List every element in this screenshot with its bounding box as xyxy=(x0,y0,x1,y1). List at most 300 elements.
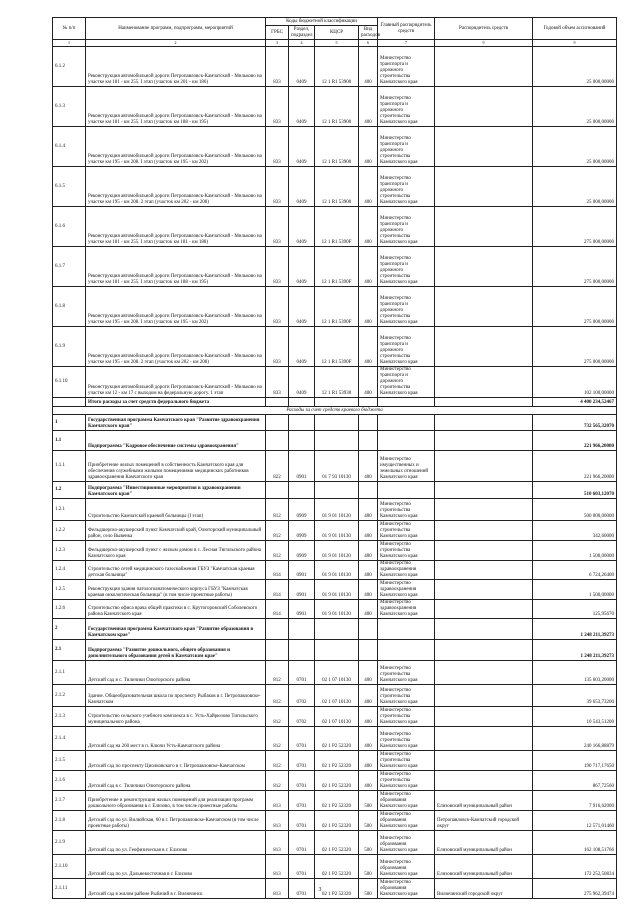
row-amount: 10 543,51200 xyxy=(533,707,617,727)
row-razdel: 0901 xyxy=(289,580,315,600)
row-vr xyxy=(359,398,378,407)
row-executor xyxy=(435,167,533,207)
row-number: 6.1.5 xyxy=(53,167,86,207)
row-amount: 275 962,39474 xyxy=(533,879,617,899)
row-grbs: 812 xyxy=(266,521,289,541)
table-row xyxy=(53,855,617,879)
row-amount: 102 100,00000 xyxy=(533,367,617,398)
row-razdel: 0409 xyxy=(289,167,315,207)
row-razdel: 0701 xyxy=(289,879,315,899)
row-razdel: 0409 xyxy=(289,207,315,247)
row-grbs: 814 xyxy=(266,600,289,619)
row-responsible: Министерство транспорта и дорожного строительства Камчатского края xyxy=(378,127,435,167)
row-vr: 400 xyxy=(359,661,378,685)
row-name: Государственная программа Камчатского края "Развитие здравоохранения Камчатского края" xyxy=(86,415,266,431)
table-body xyxy=(53,47,617,899)
row-number: 6.1.3 xyxy=(53,87,86,127)
row-vr: 400 xyxy=(359,561,378,580)
row-razdel: 0409 xyxy=(289,247,315,287)
row-name: Реконструкция автомобильной дороги Петропавловск-Камчатский - Мильково на участке км 195 - км 208. 2 этап (участок км 202 - км 208) xyxy=(86,167,266,207)
row-vr: 400 xyxy=(359,247,378,287)
row-responsible xyxy=(378,431,435,451)
row-executor xyxy=(435,207,533,247)
row-name: Строительство Камчатской краевой больницы (I этап) xyxy=(86,499,266,521)
row-grbs: 833 xyxy=(266,127,289,167)
row-number: 2.1.4 xyxy=(53,727,86,751)
row-name: Подпрограмма "Развитие дошкольного, общего образования и дополнительного образования детей в Камчатском крае" xyxy=(86,640,266,661)
row-grbs: 812 xyxy=(266,751,289,771)
row-executor xyxy=(435,431,533,451)
row-number: 2.1.1 xyxy=(53,661,86,685)
table-row xyxy=(53,167,617,207)
row-name: Реконструкция автомобильной дороги Петропавловск-Камчатский - Мильково на участке км 195 - км 208. I этап (участок км 195 - км 202) xyxy=(86,127,266,167)
row-ksr: 12 1 R1 53900 xyxy=(315,127,359,167)
row-responsible: Министерство транспорта и дорожного строительства Камчатского края xyxy=(378,247,435,287)
row-responsible xyxy=(378,619,435,640)
row-grbs: 813 xyxy=(266,811,289,831)
row-grbs xyxy=(266,482,289,499)
row-vr: 400 xyxy=(359,167,378,207)
column-number: 3 xyxy=(266,40,289,47)
row-vr: 400 xyxy=(359,541,378,561)
row-amount: 4 400 234,52467 xyxy=(533,398,617,407)
table-row xyxy=(53,287,617,327)
row-executor xyxy=(435,619,533,640)
table-header xyxy=(53,18,617,47)
row-responsible xyxy=(378,640,435,661)
row-responsible: Министерство транспорта и дорожного строительства Камчатского края xyxy=(378,167,435,207)
row-responsible: Министерство образования Камчатского края xyxy=(378,879,435,899)
row-name: Детский сад в с. Тиличики Олюторского района xyxy=(86,661,266,685)
row-razdel: 0901 xyxy=(289,561,315,580)
row-number: 1.2.6 xyxy=(53,600,86,619)
row-executor xyxy=(435,771,533,791)
row-vr: 400 xyxy=(359,127,378,167)
row-executor: Вилючинский городской округ xyxy=(435,879,533,899)
row-responsible xyxy=(378,398,435,407)
page-number: 3 xyxy=(318,887,322,893)
row-grbs xyxy=(266,640,289,661)
row-amount: 7 916,62000 xyxy=(533,791,617,811)
row-amount: 275 000,00000 xyxy=(533,287,617,327)
row-number xyxy=(53,398,86,407)
column-number: 5 xyxy=(315,40,359,47)
row-razdel: 0901 xyxy=(289,451,315,482)
row-number: 1.2.1 xyxy=(53,499,86,521)
row-ksr: 12 1 R1 53900 xyxy=(315,87,359,127)
row-ksr: 12 1 R1 5390F xyxy=(315,327,359,367)
row-amount: 240 166,88879 xyxy=(533,727,617,751)
row-responsible: Министерство строительства Камчатского края xyxy=(378,499,435,521)
row-vr: 500 xyxy=(359,791,378,811)
row-razdel: 0702 xyxy=(289,685,315,707)
row-name: Фельдшерско-акушерский пункт с жилым домом в с. Лесная Тигильского района Камчатского края xyxy=(86,541,266,561)
row-executor xyxy=(435,415,533,431)
row-razdel xyxy=(289,415,315,431)
row-grbs: 812 xyxy=(266,499,289,521)
row-amount: 25 000,00000 xyxy=(533,47,617,87)
header-num: № п/п xyxy=(53,18,86,40)
row-vr: 400 xyxy=(359,207,378,247)
row-razdel: 0409 xyxy=(289,87,315,127)
row-responsible: Министерство здравоохранения Камчатского края xyxy=(378,561,435,580)
table-row xyxy=(53,685,617,707)
row-razdel: 0701 xyxy=(289,751,315,771)
row-razdel: 0702 xyxy=(289,707,315,727)
row-vr: 500 xyxy=(359,831,378,855)
table-row xyxy=(53,771,617,791)
row-name: Детский сад по ул. Геофизическая в г. Елизово xyxy=(86,831,266,855)
row-name: Детский сад по ул. Вилюйская, 60 в г. Петропавловске-Камчатском (в том числе проектные работы) xyxy=(86,811,266,831)
row-amount: 190 717,17650 xyxy=(533,751,617,771)
row-number: 2.1.5 xyxy=(53,751,86,771)
total-row xyxy=(53,398,617,407)
row-name: Детский сад по ул. Дальневосточная в г. Елизово xyxy=(86,855,266,879)
row-number: 6.1.6 xyxy=(53,207,86,247)
row-vr xyxy=(359,431,378,451)
row-vr: 500 xyxy=(359,879,378,899)
section-row xyxy=(53,415,617,431)
row-number: 1.1 xyxy=(53,431,86,451)
row-razdel: 0409 xyxy=(289,47,315,87)
column-number: 2 xyxy=(86,40,266,47)
row-ksr: 02 1 P2 52320 xyxy=(315,855,359,879)
table-row xyxy=(53,661,617,685)
table-row xyxy=(53,47,617,87)
row-name: Приобретение жилых помещений в собственность Камчатского края для обеспечения служебными жилыми помещениями медицинских работников здравоохранения Камчатского края xyxy=(86,451,266,482)
row-grbs: 813 xyxy=(266,879,289,899)
row-ksr: 02 1 07 10130 xyxy=(315,707,359,727)
table-row xyxy=(53,207,617,247)
row-responsible xyxy=(378,415,435,431)
row-amount: 500 000,00000 xyxy=(533,499,617,521)
table-row xyxy=(53,127,617,167)
row-vr: 400 xyxy=(359,751,378,771)
row-executor xyxy=(435,367,533,398)
row-vr xyxy=(359,415,378,431)
row-vr: 400 xyxy=(359,327,378,367)
row-vr: 500 xyxy=(359,811,378,831)
row-amount: 275 000,00000 xyxy=(533,327,617,367)
row-grbs: 833 xyxy=(266,87,289,127)
row-vr: 400 xyxy=(359,580,378,600)
row-number: 6.1.8 xyxy=(53,287,86,327)
row-number: 2.1 xyxy=(53,640,86,661)
row-executor xyxy=(435,727,533,751)
row-responsible: Министерство транспорта и дорожного строительства Камчатского края xyxy=(378,287,435,327)
row-executor xyxy=(435,451,533,482)
row-responsible: Министерство образования Камчатского края xyxy=(378,831,435,855)
row-number: 2.1.6 xyxy=(53,771,86,791)
section-row xyxy=(53,431,617,451)
table-row xyxy=(53,541,617,561)
row-razdel: 0701 xyxy=(289,811,315,831)
row-executor xyxy=(435,247,533,287)
row-number: 1.2.2 xyxy=(53,521,86,541)
header-codes-group: Коды бюджетной классификации xyxy=(266,18,378,26)
row-number: 2.1.3 xyxy=(53,707,86,727)
row-name: Строительство сельского учебного комплекса в с. Усть-Хайрюзово Тигильского муниципального района xyxy=(86,707,266,727)
row-number: 1.1.1 xyxy=(53,451,86,482)
row-responsible: Министерство строительства Камчатского края xyxy=(378,727,435,751)
row-grbs: 813 xyxy=(266,831,289,855)
row-responsible: Министерство транспорта и дорожного строительства Камчатского края xyxy=(378,207,435,247)
row-name: Реконструкция автомобильной дороги Петропавловск-Камчатский - Мильково на участке км 195 - км 208. 2 этап (участок км 202 - км 208) xyxy=(86,327,266,367)
row-amount: 6 724,26400 xyxy=(533,561,617,580)
subheading-row xyxy=(53,407,617,415)
row-grbs: 833 xyxy=(266,367,289,398)
row-executor: Елизовский муниципальный район xyxy=(435,831,533,855)
row-executor xyxy=(435,661,533,685)
row-vr: 400 xyxy=(359,727,378,751)
row-ksr: 02 1 P2 52320 xyxy=(315,831,359,855)
row-executor xyxy=(435,47,533,87)
row-ksr: 02 1 P2 52320 xyxy=(315,751,359,771)
row-grbs xyxy=(266,415,289,431)
row-name: Строительство офиса врача общей практики в с. Крутогоровский Соболевского района Камчатского края xyxy=(86,600,266,619)
row-ksr: 02 1 P2 52320 xyxy=(315,771,359,791)
row-name: Реконструкция автомобильной дороги Петропавловск-Камчатский - Мильково на участке км 181 - км 255. I этап (участок км 188 - км 195) xyxy=(86,247,266,287)
row-razdel: 0701 xyxy=(289,855,315,879)
row-name: Строительство сетей медицинского газоснабжения ГБУЗ "Камчатская краевая детская больница" xyxy=(86,561,266,580)
table-row xyxy=(53,561,617,580)
column-numbers-row xyxy=(53,40,617,47)
row-vr: 400 xyxy=(359,771,378,791)
row-grbs: 833 xyxy=(266,167,289,207)
row-responsible: Министерство здравоохранения Камчатского края xyxy=(378,600,435,619)
row-ksr xyxy=(315,619,359,640)
row-razdel: 0909 xyxy=(289,521,315,541)
row-grbs: 814 xyxy=(266,561,289,580)
row-razdel: 0409 xyxy=(289,287,315,327)
row-ksr xyxy=(315,431,359,451)
row-grbs: 833 xyxy=(266,327,289,367)
row-number: 2.1.2 xyxy=(53,685,86,707)
row-amount: 342,60000 xyxy=(533,521,617,541)
row-responsible: Министерство строительства Камчатского края xyxy=(378,521,435,541)
row-number: 6.1.10 xyxy=(53,367,86,398)
budget-table xyxy=(52,17,617,899)
row-number: 2.1.11 xyxy=(53,879,86,899)
header-vr: Вид расходов xyxy=(359,26,378,40)
column-number: 1 xyxy=(53,40,86,47)
row-grbs: 822 xyxy=(266,451,289,482)
row-number: 6.1.9 xyxy=(53,327,86,367)
row-razdel: 0409 xyxy=(289,367,315,398)
row-grbs: 813 xyxy=(266,855,289,879)
table-row xyxy=(53,499,617,521)
header-responsible: Главный распорядитель средств xyxy=(378,18,435,40)
row-razdel: 0901 xyxy=(289,600,315,619)
row-grbs: 812 xyxy=(266,661,289,685)
table-row xyxy=(53,580,617,600)
row-number: 1.2.5 xyxy=(53,580,86,600)
row-executor xyxy=(435,600,533,619)
row-ksr: 01 9 01 10130 xyxy=(315,580,359,600)
row-grbs: 812 xyxy=(266,685,289,707)
row-amount: 125,95670 xyxy=(533,600,617,619)
row-amount: 275 000,00000 xyxy=(533,247,617,287)
row-ksr: 01 9 01 10130 xyxy=(315,600,359,619)
row-vr: 400 xyxy=(359,451,378,482)
table-row xyxy=(53,727,617,751)
section-row xyxy=(53,619,617,640)
row-number: 1 xyxy=(53,415,86,431)
row-number: 6.1.4 xyxy=(53,127,86,167)
row-executor xyxy=(435,580,533,600)
row-vr: 400 xyxy=(359,47,378,87)
subheading-text: Расходы за счет средств краевого бюджета xyxy=(53,407,617,415)
row-amount: 12 571,01460 xyxy=(533,811,617,831)
row-executor: Елизовский муниципальный район xyxy=(435,855,533,879)
row-ksr: 12 1 R1 53930 xyxy=(315,367,359,398)
row-executor: Петропавловск-Камчатский городской округ xyxy=(435,811,533,831)
row-name: Реконструкция автомобильной дороги Петропавловск-Камчатский - Мильково на участке км 195 - км 208. I этап (участок км 195 - км 202) xyxy=(86,287,266,327)
row-grbs: 812 xyxy=(266,771,289,791)
column-number: 4 xyxy=(289,40,315,47)
row-amount: 172 252,50834 xyxy=(533,855,617,879)
row-ksr: 02 1 P2 52320 xyxy=(315,879,359,899)
row-name: Фельдшерско-акушерский пункт Камчатский край, Олюторский муниципальный район, село Вывенка xyxy=(86,521,266,541)
row-grbs: 833 xyxy=(266,247,289,287)
row-ksr: 12 1 R1 5390F xyxy=(315,287,359,327)
row-name: Реконструкция здания патологоанатомического корпуса ГБУЗ "Камчатская краевая онкологическая больница" (в том числе проектные работы) xyxy=(86,580,266,600)
row-executor xyxy=(435,499,533,521)
row-razdel xyxy=(289,640,315,661)
row-name: Итого расходы за счет средств федерального бюджета xyxy=(86,398,266,407)
row-razdel xyxy=(289,431,315,451)
row-ksr: 12 1 R1 53900 xyxy=(315,167,359,207)
row-executor xyxy=(435,327,533,367)
row-vr: 400 xyxy=(359,367,378,398)
table-row xyxy=(53,811,617,831)
table-row xyxy=(53,831,617,855)
table-row xyxy=(53,521,617,541)
row-ksr: 12 1 R1 5390F xyxy=(315,207,359,247)
row-responsible: Министерство образования Камчатского края xyxy=(378,811,435,831)
row-responsible: Министерство имущественных и земельных отношений Камчатского края xyxy=(378,451,435,482)
row-ksr: 01 9 01 10130 xyxy=(315,561,359,580)
row-grbs xyxy=(266,398,289,407)
row-number: 6.1.2 xyxy=(53,47,86,87)
row-responsible xyxy=(378,482,435,499)
row-vr: 400 xyxy=(359,499,378,521)
row-executor xyxy=(435,287,533,327)
row-vr: 400 xyxy=(359,87,378,127)
row-amount: 1 500,00000 xyxy=(533,541,617,561)
row-responsible: Министерство строительства Камчатского края xyxy=(378,751,435,771)
row-amount: 162 108,51766 xyxy=(533,831,617,855)
row-vr xyxy=(359,482,378,499)
table-row xyxy=(53,751,617,771)
row-executor xyxy=(435,561,533,580)
row-ksr: 12 1 R1 5390F xyxy=(315,247,359,287)
row-name: Подпрограмма "Инвестиционные мероприятия в здравоохранении Камчатского края" xyxy=(86,482,266,499)
row-grbs: 814 xyxy=(266,580,289,600)
row-razdel xyxy=(289,482,315,499)
row-amount: 1 500,00000 xyxy=(533,580,617,600)
row-vr: 400 xyxy=(359,287,378,327)
row-name: Реконструкция автомобильной дороги Петропавловск-Камчатский - Мильково на участке км 181 - км 255. I этап (участок км 181 - км 188) xyxy=(86,207,266,247)
row-razdel xyxy=(289,398,315,407)
row-amount: 1 248 211,39273 xyxy=(533,640,617,661)
row-grbs: 812 xyxy=(266,727,289,751)
section-row xyxy=(53,482,617,499)
row-vr: 500 xyxy=(359,855,378,879)
row-grbs xyxy=(266,619,289,640)
row-responsible: Министерство строительства Камчатского края xyxy=(378,661,435,685)
row-responsible: Министерство здравоохранения Камчатского края xyxy=(378,580,435,600)
row-razdel xyxy=(289,619,315,640)
row-executor: Елизовский муниципальный район xyxy=(435,791,533,811)
row-razdel: 0909 xyxy=(289,541,315,561)
row-amount: 275 000,00000 xyxy=(533,207,617,247)
row-responsible: Министерство образования Камчатского края xyxy=(378,791,435,811)
row-vr xyxy=(359,619,378,640)
row-name: Приобретение и реконструкция жилых помещений для реализации программ дошкольного образования в г. Елизово, в том числе проектные работы xyxy=(86,791,266,811)
row-executor xyxy=(435,541,533,561)
header-executor: Распорядитель средств xyxy=(435,18,533,40)
row-executor xyxy=(435,751,533,771)
row-vr: 400 xyxy=(359,685,378,707)
row-name: Детский сад в жилом районе Рыбачий в г. Вилючинск xyxy=(86,879,266,899)
row-number: 2.1.7 xyxy=(53,791,86,811)
row-ksr: 02 1 P2 52320 xyxy=(315,811,359,831)
row-number: 1.2.3 xyxy=(53,541,86,561)
row-executor xyxy=(435,398,533,407)
table-row xyxy=(53,367,617,398)
row-vr: 400 xyxy=(359,600,378,619)
row-ksr: 01 9 01 10130 xyxy=(315,521,359,541)
column-number: 7 xyxy=(378,40,435,47)
row-amount: 25 000,00000 xyxy=(533,167,617,207)
row-ksr: 02 1 07 10130 xyxy=(315,685,359,707)
row-executor xyxy=(435,707,533,727)
row-razdel: 0701 xyxy=(289,661,315,685)
row-amount: 732 565,32070 xyxy=(533,415,617,431)
row-number: 2.1.8 xyxy=(53,811,86,831)
row-executor xyxy=(435,521,533,541)
row-grbs: 812 xyxy=(266,541,289,561)
header-name: Наименование программ, подпрограмм, мероприятий xyxy=(86,18,266,40)
row-amount: 510 603,12070 xyxy=(533,482,617,499)
row-ksr: 01 9 01 10130 xyxy=(315,499,359,521)
row-number: 1.2 xyxy=(53,482,86,499)
row-executor xyxy=(435,685,533,707)
row-name: Детский сад на 260 мест в п. Ключи Усть-Камчатского района xyxy=(86,727,266,751)
row-responsible: Министерство образования Камчатского края xyxy=(378,855,435,879)
row-ksr: 02 1 P2 52320 xyxy=(315,791,359,811)
row-responsible: Министерство строительства Камчатского края xyxy=(378,685,435,707)
row-amount: 135 603,20000 xyxy=(533,661,617,685)
row-name: Реконструкция автомобильной дороги Петропавловск-Камчатский - Мильково на участке км 181 - км 255. I этап (участок км 188 - км 195) xyxy=(86,87,266,127)
row-ksr: 02 1 07 10130 xyxy=(315,661,359,685)
column-number: 9 xyxy=(533,40,617,47)
table-row xyxy=(53,791,617,811)
row-responsible: Министерство транспорта и дорожного строительства Камчатского края xyxy=(378,367,435,398)
row-vr: 400 xyxy=(359,521,378,541)
row-name: Реконструкция автомобильной дороги Петропавловск-Камчатский - Мильково на участке км 181 - км 255. I этап (участок км 201 - км 186) xyxy=(86,47,266,87)
row-responsible: Министерство транспорта и дорожного строительства Камчатского края xyxy=(378,87,435,127)
row-razdel: 0701 xyxy=(289,791,315,811)
row-number: 2.1.9 xyxy=(53,831,86,855)
row-responsible: Министерство строительства Камчатского края xyxy=(378,541,435,561)
row-ksr xyxy=(315,640,359,661)
row-ksr: 01 9 01 10130 xyxy=(315,541,359,561)
row-ksr: 12 1 R1 53900 xyxy=(315,47,359,87)
row-amount: 221 966,20000 xyxy=(533,431,617,451)
header-grbs: ГРБС xyxy=(266,26,289,40)
